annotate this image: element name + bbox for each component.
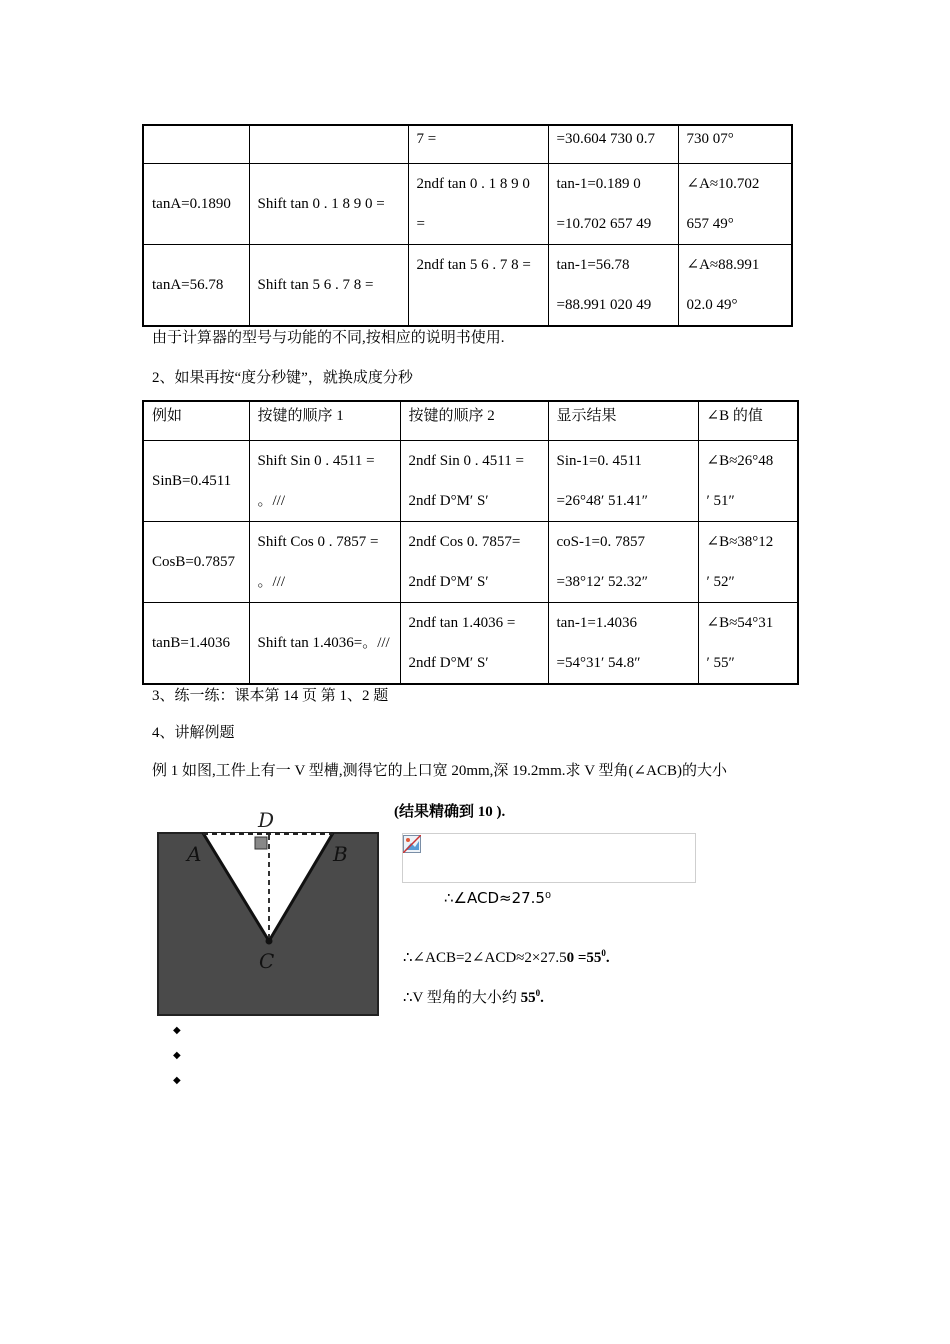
label-c: C <box>259 949 275 973</box>
table-cell: =30.604 730 0.7 <box>548 125 678 163</box>
table-row <box>143 244 792 326</box>
table-cell: 2ndf Cos 0. 7857= 2ndf D°M′ S′ <box>400 521 548 602</box>
item-4: 4、讲解例题 <box>152 725 235 741</box>
table-cell: 2ndf Sin 0 . 4511 = 2ndf D°M′ S′ <box>400 440 548 521</box>
table-cell <box>249 125 408 163</box>
table-header-cell: 按键的顺序 2 <box>400 401 548 440</box>
table-header-row <box>143 401 798 440</box>
table-cell: Shift tan 0 . 1 8 9 0 = <box>249 163 408 244</box>
broken-image-icon <box>403 835 421 853</box>
step-1: ∴∠ACD≈27.5⁰ <box>444 889 551 907</box>
table-cell: ∠A≈10.702 657 49° <box>678 163 792 244</box>
table-cell: CosB=0.7857 <box>143 521 249 602</box>
bullet-3: ◆ <box>173 1075 181 1086</box>
bullet-1: ◆ <box>173 1025 181 1036</box>
table-cell: tanB=1.4036 <box>143 602 249 684</box>
item-2: 2、如果再按“度分秒键”，就换成度分秒 <box>152 370 413 386</box>
table-cell: ∠B≈26°48 ′ 51″ <box>698 440 798 521</box>
bullet-2: ◆ <box>173 1050 181 1061</box>
table-cell: Shift tan 1.4036=。/// <box>249 602 400 684</box>
label-b: B <box>333 842 348 866</box>
table-row <box>143 521 798 602</box>
table-cell: tan-1=56.78 =88.991 020 49 <box>548 244 678 326</box>
table-header-cell: 显示结果 <box>548 401 698 440</box>
table-header-cell: 例如 <box>143 401 249 440</box>
table-cell: 2ndf tan 1.4036 = 2ndf D°M′ S′ <box>400 602 548 684</box>
table-cell: Shift Sin 0 . 4511 = 。/// <box>249 440 400 521</box>
table-cell: ∠B≈38°12 ′ 52″ <box>698 521 798 602</box>
table-cell: 2ndf tan 5 6 . 7 8 = <box>408 244 548 326</box>
table-row <box>143 125 792 163</box>
table-cell: SinB=0.4511 <box>143 440 249 521</box>
v-groove-figure <box>157 805 380 1017</box>
table-cell: 7 = <box>408 125 548 163</box>
table-cell: Shift tan 5 6 . 7 8 = <box>249 244 408 326</box>
note-calculator: 由于计算器的型号与功能的不同,按相应的说明书使用. <box>152 330 505 346</box>
table-header-cell: ∠B 的值 <box>698 401 798 440</box>
table-cell: tan-1=0.189 0 =10.702 657 49 <box>548 163 678 244</box>
item-3: 3、练一练：课本第 14 页 第 1、2 题 <box>152 688 389 704</box>
precision-note: (结果精确到 10 ). <box>394 804 506 820</box>
table-row <box>143 602 798 684</box>
table-cell: 730 07° <box>678 125 792 163</box>
table-angle-b <box>142 400 799 685</box>
table-cell: tanA=0.1890 <box>143 163 249 244</box>
table-row <box>143 440 798 521</box>
label-a: A <box>187 842 202 866</box>
table-cell: coS-1=0. 7857 =38°12′ 52.32″ <box>548 521 698 602</box>
step-3: ∴V 型角的大小约 $55^0$. <box>403 988 544 1006</box>
label-d: D <box>258 808 275 832</box>
table-row <box>143 163 792 244</box>
table-header-cell: 按键的顺序 1 <box>249 401 400 440</box>
table-cell: tan-1=1.4036 =54°31′ 54.8″ <box>548 602 698 684</box>
table-cell: Shift Cos 0 . 7857 = 。/// <box>249 521 400 602</box>
table-cell: ∠B≈54°31 ′ 55″ <box>698 602 798 684</box>
step-2: ∴∠ACB=2∠ACD≈2×27.50 $=55^0$. <box>403 948 610 966</box>
table-cell: ∠A≈88.991 02.0 49° <box>678 244 792 326</box>
table-angle-a <box>142 124 793 327</box>
table-cell <box>143 125 249 163</box>
table-cell: Sin-1=0. 4511 =26°48′ 51.41″ <box>548 440 698 521</box>
table-cell: 2ndf tan 0 . 1 8 9 0 = <box>408 163 548 244</box>
example-1: 例 1 如图,工件上有一 V 型槽,测得它的上口宽 20mm,深 19.2mm.求 V 型角(∠ACB)的大小 <box>152 763 727 779</box>
table-cell: tanA=56.78 <box>143 244 249 326</box>
broken-image <box>402 833 696 883</box>
